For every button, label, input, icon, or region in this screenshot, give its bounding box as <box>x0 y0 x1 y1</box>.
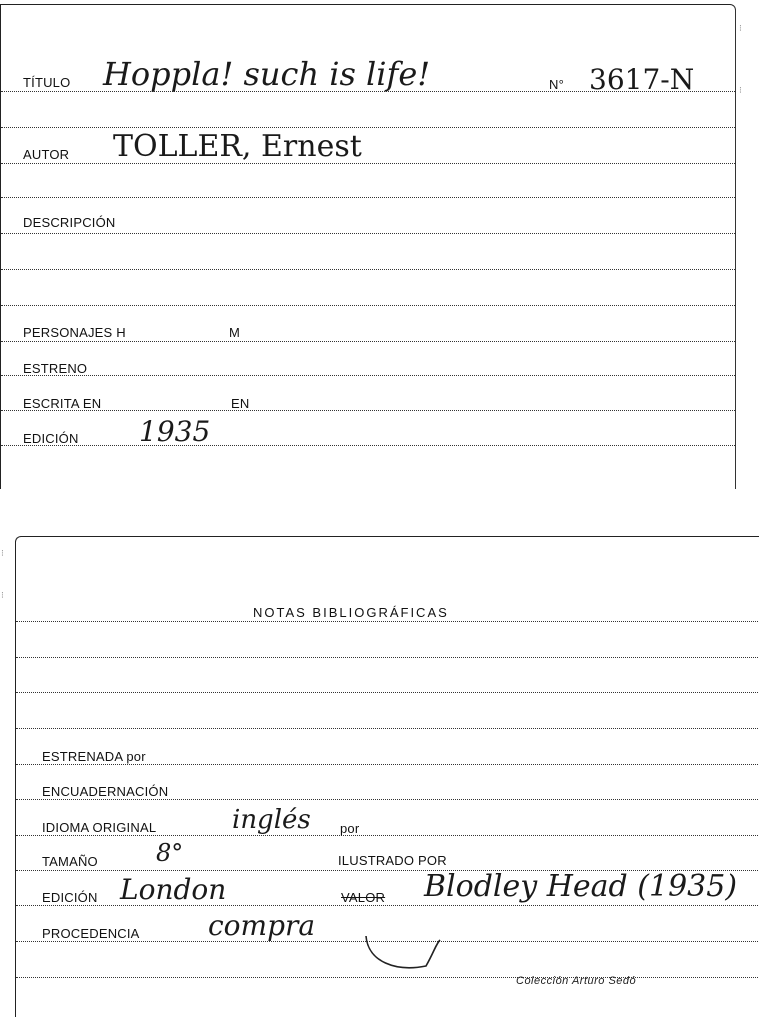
estreno-label: ESTRENO <box>23 361 88 376</box>
notas-title: NOTAS BIBLIOGRÁFICAS <box>253 605 449 620</box>
edicion-label: EDICIÓN <box>23 431 79 446</box>
tamano-label: TAMAÑO <box>42 854 98 869</box>
edicion-label-2: EDICIÓN <box>42 890 98 905</box>
encuadernacion-label: ENCUADERNACIÓN <box>42 784 169 799</box>
catalog-card-bottom <box>15 536 759 1017</box>
coleccion-footer: Colección Arturo Sedó <box>516 975 637 987</box>
rule-line <box>1 163 735 164</box>
editorial-value: Blodley Head (1935) <box>424 869 738 904</box>
rule-line <box>1 445 735 446</box>
edicion-value: 1935 <box>139 415 211 448</box>
estrenada-label: ESTRENADA por <box>42 749 146 764</box>
personajes-label: PERSONAJES H <box>23 325 126 340</box>
ilustrado-label: ILUSTRADO POR <box>338 853 447 868</box>
rule-line <box>1 127 735 128</box>
edge-noise: ⁝ <box>1 548 4 558</box>
procedencia-label: PROCEDENCIA <box>42 926 140 941</box>
valor-label: VALOR <box>341 890 386 905</box>
descripcion-label: DESCRIPCIÓN <box>23 215 116 230</box>
edicion-value-2: London <box>120 873 227 906</box>
titulo-value: Hoppla! such is life! <box>103 55 431 93</box>
rule-line <box>16 692 759 693</box>
catalog-card-top <box>0 4 742 489</box>
rule-line <box>16 764 759 765</box>
rule-line <box>1 197 735 198</box>
autor-label: AUTOR <box>23 147 70 162</box>
idioma-por-label: por <box>340 821 360 836</box>
idioma-value: inglés <box>232 805 311 835</box>
personajes-m-label: M <box>229 325 241 340</box>
idioma-label: IDIOMA ORIGINAL <box>42 820 157 835</box>
escrita-en-label: EN <box>231 396 250 411</box>
numero-label: N° <box>549 77 564 92</box>
rule-line <box>16 621 759 622</box>
edge-noise: ⁝ <box>739 23 742 33</box>
rule-line <box>16 977 759 978</box>
edge-noise: ⁝ <box>739 85 742 95</box>
rule-line <box>16 799 759 800</box>
rule-line <box>16 728 759 729</box>
edge-noise: ⁝ <box>1 590 4 600</box>
titulo-label: TÍTULO <box>23 75 71 90</box>
escrita-label: ESCRITA EN <box>23 396 102 411</box>
procedencia-value: compra <box>208 909 316 942</box>
rule-line <box>1 410 735 411</box>
rule-line <box>16 657 759 658</box>
rule-line <box>1 341 735 342</box>
tamano-value: 8° <box>156 839 184 867</box>
handwritten-stroke-mark <box>356 932 446 977</box>
autor-value: TOLLER, Ernest <box>113 129 362 164</box>
rule-line <box>16 835 759 836</box>
rule-line <box>1 305 735 306</box>
numero-value: 3617-N <box>589 63 695 96</box>
rule-line <box>1 233 735 234</box>
rule-line <box>1 269 735 270</box>
rule-line <box>1 375 735 376</box>
